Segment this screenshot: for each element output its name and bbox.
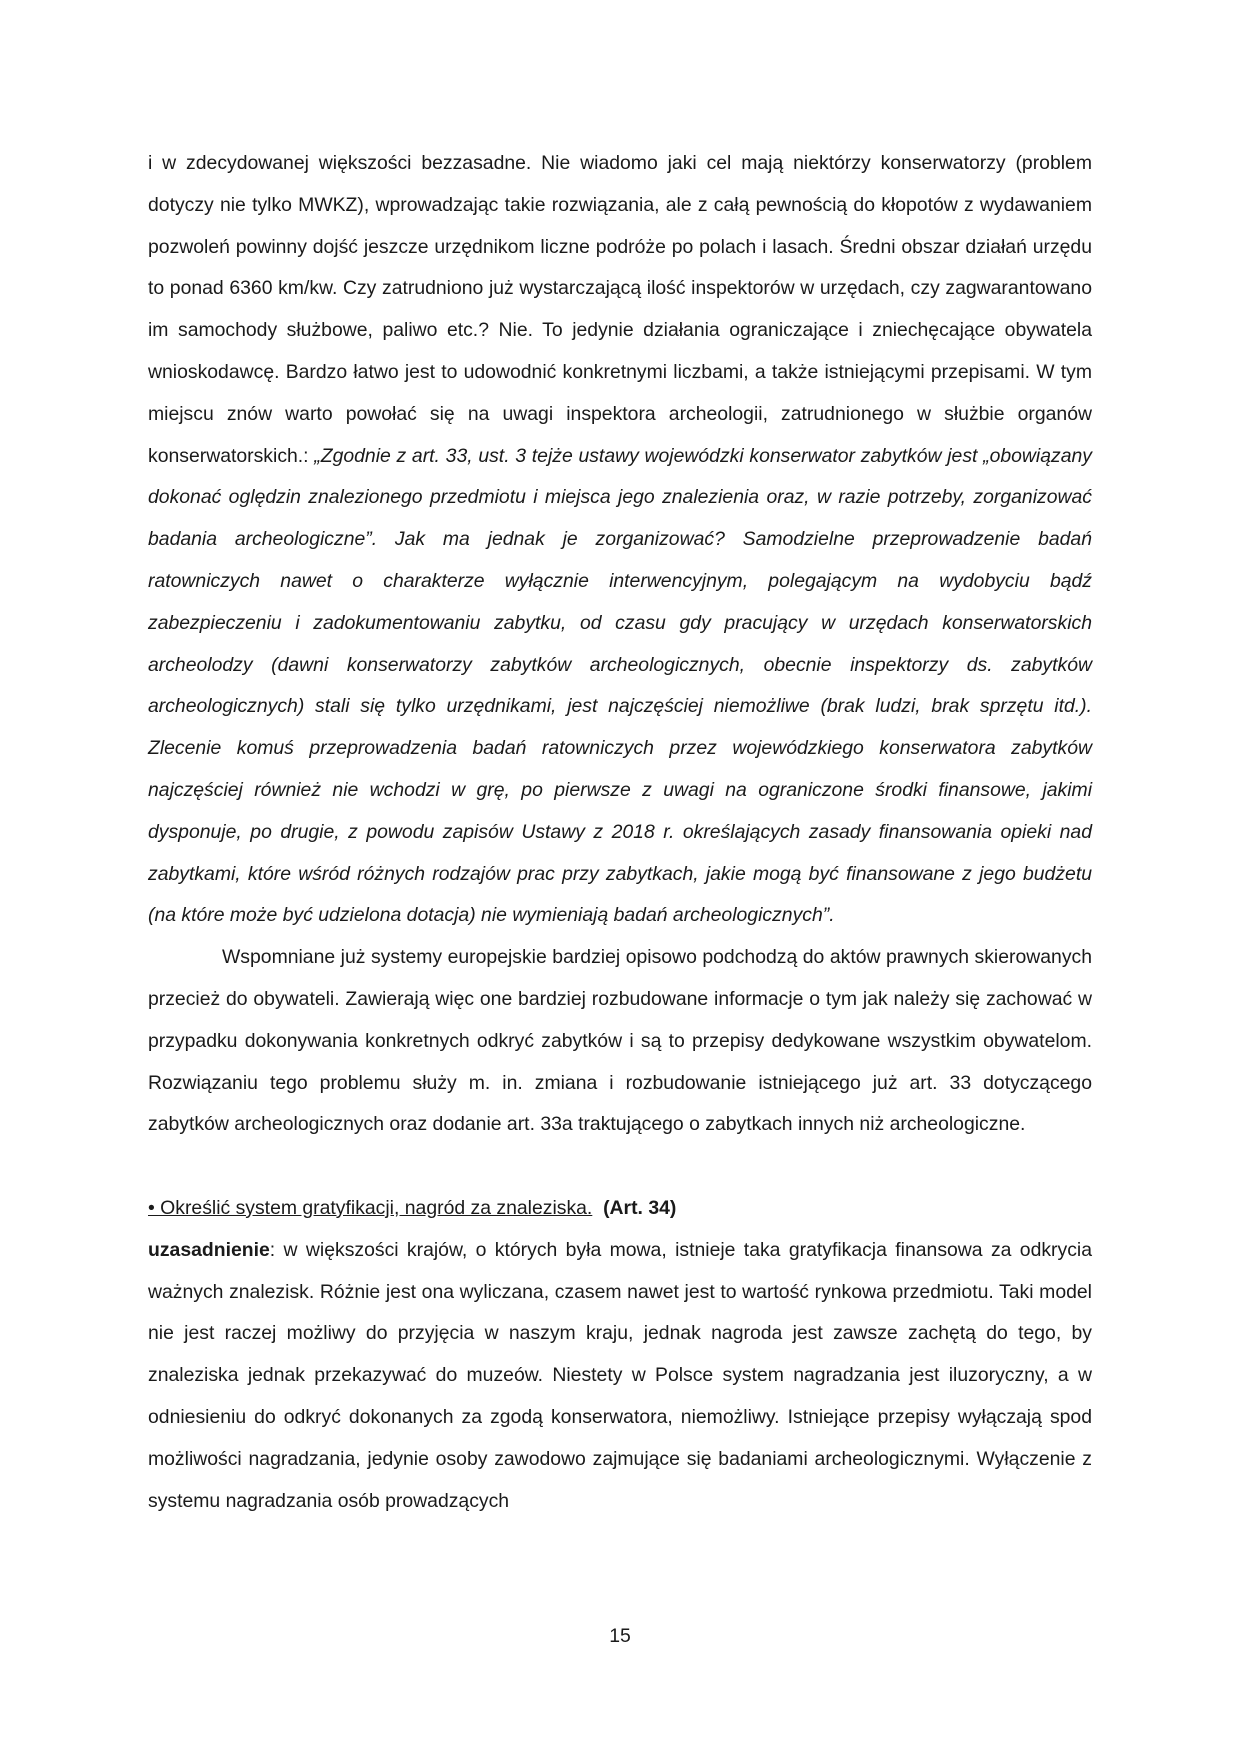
paragraph-systemy-europejskie: Wspomniane już systemy europejskie bardziej opisowo podchodzą do aktów prawnych skierowanych przecież do obywateli. Zawierają więc one bardziej rozbudowane informacje o tym jak należy się zachować w przypadku dokonywania konkretnych odkryć zabytków i są to przepisy dedykowane wszystkim obywatelom. Rozwiązaniu tego problemu służy m. in. zmiana i rozbudowanie istniejącego już art. 33 dotyczącego zabytków archeologicznych oraz dodanie art. 33a traktującego o zabytkach innych niż archeologiczne. <box>148 946 1092 1136</box>
paragraph-text: i w zdecydowanej większości bezzasadne. Nie wiadomo jaki cel mają niektórzy konserwatorzy (problem dotyczy nie tylko MWKZ), wprowadzając takie rozwiązania, ale z całą pewnością do kłopotów z wydawaniem pozwoleń powinny dojść jeszcze urzędnikom liczne podróże po polach i lasach. Średni obszar działań urzędu to ponad 6360 km/kw. Czy zatrudniono już wystarczającą ilość inspektorów w urzędach, czy zagwarantowano im samochody służbowe, paliwo etc.? Nie. To jedynie działania ograniczające i zniechęcające obywatela wnioskodawcę. Bardzo łatwo jest to udowodnić konkretnymi liczbami, a także istniejącymi przepisami. W tym miejscu znów warto powołać się na uwagi inspektora archeologii, zatrudnionego w służbie organów konserwatorskich.: <box>148 152 1092 467</box>
section-heading-article: (Art. 34) <box>603 1196 677 1219</box>
justification-label: uzasadnienie <box>148 1238 270 1261</box>
document-page <box>148 143 1092 1522</box>
page-number: 15 <box>609 1625 631 1647</box>
section-justification <box>148 1230 1092 1523</box>
section-heading-title: • Określić system gratyfikacji, nagród za znaleziska. <box>148 1196 593 1219</box>
section-heading <box>148 1188 1092 1230</box>
quotation-inspektor: „Zgodnie z art. 33, ust. 3 tejże ustawy wojewódzki konserwator zabytków jest „obowiązany dokonać oględzin znalezionego przedmiotu i miejsca jego znalezienia oraz, w razie potrzeby, zorganizować badania archeologiczne”. Jak ma jednak je zorganizować? Samodzielne przeprowadzenie badań ratowniczych nawet o charakterze wyłącznie interwencyjnym, polegającym na wydobyciu bądź zabezpieczeniu i zadokumentowaniu zabytku, od czasu gdy pracujący w urzędach konserwatorskich archeolodzy (dawni konserwatorzy zabytków archeologicznych, obecnie inspektorzy ds. zabytków archeologicznych) stali się tylko urzędnikami, jest najczęściej niemożliwe (brak ludzi, brak sprzętu itd.). Zlecenie komuś przeprowadzenia badań ratowniczych przez wojewódzkiego konserwatora zabytków najczęściej również nie wchodzi w grę, po pierwsze z uwagi na ograniczone środki finansowe, jakimi dysponuje, po drugie, z powodu zapisów Ustawy z 2018 r. określających zasady finansowania opieki nad zabytkami, które wśród różnych rodzajów prac przy zabytkach, jakie mogą być finansowane z jego budżetu (na które może być udzielona dotacja) nie wymieniają badań archeologicznych”. <box>148 444 1092 927</box>
section-gratyfikacje <box>148 1188 1092 1522</box>
justification-text: : w większości krajów, o których była mowa, istnieje taka gratyfikacja finansowa za odkrycia ważnych znalezisk. Różnie jest ona wyliczana, czasem nawet jest to wartość rynkowa przedmiotu. Taki model nie jest raczej możliwy do przyjęcia w naszym kraju, jednak nagroda jest zawsze zachętą do tego, by znaleziska jednak przekazywać do muzeów. Niestety w Polsce system nagradzania jest iluzoryczny, a w odniesieniu do odkryć dokonanych za zgodą konserwatora, niemożliwy. Istniejące przepisy wyłączają spod możliwości nagradzania, jedynie osoby zawodowo zajmujące się badaniami archeologicznymi. Wyłączenie z systemu nagradzania osób prowadzących <box>148 1238 1092 1512</box>
paragraph-konserwatorzy <box>148 143 1092 937</box>
